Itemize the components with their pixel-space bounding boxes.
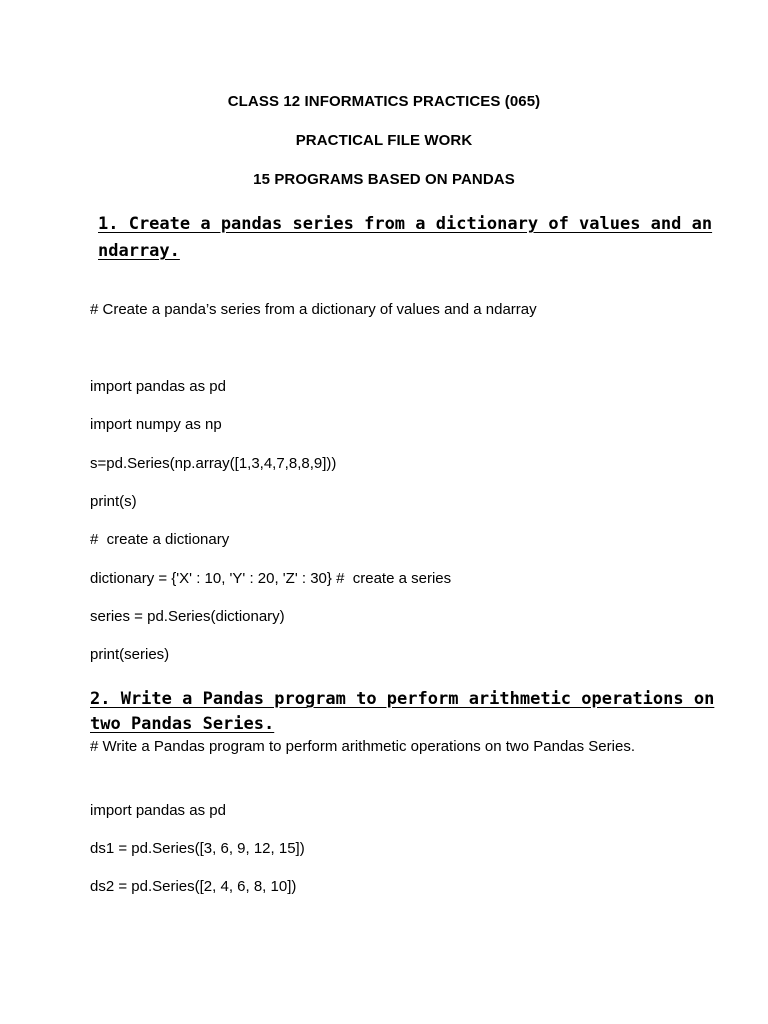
code-line: series = pd.Series(dictionary) <box>90 608 285 625</box>
code-line: print(s) <box>90 493 137 510</box>
code-line: ds2 = pd.Series([2, 4, 6, 8, 10]) <box>90 878 297 895</box>
section-2-heading-cont: two Pandas Series. <box>90 714 275 734</box>
code-line: dictionary = {'X' : 10, 'Y' : 20, 'Z' : 30} # create a series <box>90 570 452 587</box>
code-line: ds1 = pd.Series([3, 6, 9, 12, 15]) <box>90 840 305 857</box>
code-line: print(series) <box>90 646 170 663</box>
code-line: # create a dictionary <box>90 531 230 548</box>
section-2-comment: # Write a Pandas program to perform arithmetic operations on two Pandas Series. <box>90 738 635 755</box>
section-2-heading: 2. Write a Pandas program to perform arithmetic operations on <box>90 689 715 709</box>
document-description: 15 PROGRAMS BASED ON PANDAS <box>253 171 515 188</box>
document-subtitle: PRACTICAL FILE WORK <box>295 132 473 149</box>
code-line: import pandas as pd <box>90 378 226 395</box>
section-1-comment: # Create a panda’s series from a dictionary of values and a ndarray <box>90 301 537 318</box>
section-1-heading-cont: ndarray. <box>98 241 180 261</box>
code-line: s=pd.Series(np.array([1,3,4,7,8,8,9])) <box>90 455 337 472</box>
document-title: CLASS 12 INFORMATICS PRACTICES (065) <box>227 93 541 110</box>
code-line: import pandas as pd <box>90 802 226 819</box>
code-line: import numpy as np <box>90 416 222 433</box>
section-1-heading: 1. Create a pandas series from a dictionary of values and an <box>98 214 713 234</box>
